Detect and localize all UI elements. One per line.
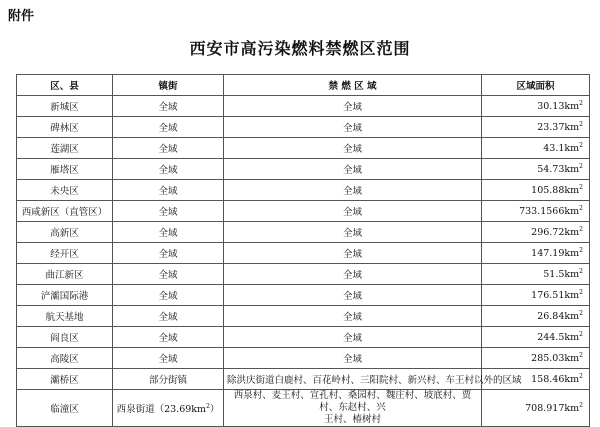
table-body (17, 96, 590, 427)
area-exp: 2 (579, 309, 583, 317)
cell-district: 高陵区 (17, 348, 113, 369)
cell-ban-area: 全域 (224, 117, 482, 138)
cell-town: 全域 (113, 327, 224, 348)
area-unit: km (564, 268, 580, 280)
cell-district: 经开区 (17, 243, 113, 264)
cell-town-exp: 2 (206, 402, 210, 410)
cell-town: 全域 (113, 159, 224, 180)
cell-town (113, 390, 224, 427)
cell-district: 新城区 (17, 96, 113, 117)
area-unit: km (564, 352, 580, 364)
cell-district: 灞桥区 (17, 369, 113, 390)
cell-town: 全域 (113, 348, 224, 369)
cell-area-size (482, 159, 590, 180)
cell-ban-area: 全域 (224, 264, 482, 285)
cell-ban-area (224, 390, 482, 427)
col-header-district: 区、县 (17, 75, 113, 96)
cell-district: 浐灞国际港 (17, 285, 113, 306)
cell-town: 全域 (113, 222, 224, 243)
table-row (17, 243, 590, 264)
cell-ban-area: 全域 (224, 243, 482, 264)
area-value: 733.1566 (519, 205, 565, 217)
table-row (17, 327, 590, 348)
cell-district: 临潼区 (17, 390, 113, 427)
cell-town: 全域 (113, 96, 224, 117)
cell-area-size (482, 390, 590, 427)
cell-area-size (482, 285, 590, 306)
document-title: 西安市高污染燃料禁燃区范围 (189, 39, 411, 58)
area-exp: 2 (579, 267, 583, 275)
cell-town: 全域 (113, 285, 224, 306)
cell-district: 西咸新区（直管区） (17, 201, 113, 222)
area-exp: 2 (579, 99, 583, 107)
cell-ban-area: 全域 (224, 138, 482, 159)
table-row (17, 180, 590, 201)
area-unit: km (564, 100, 580, 112)
area-value: 158.46 (531, 373, 565, 385)
cell-area-size (482, 264, 590, 285)
cell-ban-area-line1: 西泉村、麦王村、宣孔村、桑园村、魏庄村、坡底村、贾村、东赵村、兴 (233, 390, 472, 413)
area-value: 26.84 (537, 310, 565, 322)
area-exp: 2 (579, 401, 583, 409)
area-exp: 2 (579, 246, 583, 254)
cell-area-size (482, 306, 590, 327)
cell-ban-area: 全域 (224, 201, 482, 222)
cell-town-suffix: ） (209, 404, 220, 415)
cell-district: 曲江新区 (17, 264, 113, 285)
cell-ban-area: 全域 (224, 180, 482, 201)
area-value: 105.88 (531, 184, 565, 196)
col-header-town: 镇街 (113, 75, 224, 96)
cell-town: 全域 (113, 138, 224, 159)
table-row (17, 264, 590, 285)
table-row (17, 348, 590, 369)
cell-area-size (482, 117, 590, 138)
area-unit: km (564, 226, 580, 238)
area-unit: km (564, 205, 580, 217)
area-unit: km (564, 121, 580, 133)
table-row (17, 306, 590, 327)
cell-district: 未央区 (17, 180, 113, 201)
area-unit: km (564, 184, 580, 196)
cell-area-size (482, 138, 590, 159)
area-unit: km (564, 373, 580, 385)
table-row (17, 201, 590, 222)
ban-zone-table (16, 74, 590, 427)
area-value: 30.13 (537, 100, 565, 112)
area-exp: 2 (579, 351, 583, 359)
cell-district: 高新区 (17, 222, 113, 243)
cell-district: 雁塔区 (17, 159, 113, 180)
cell-ban-area: 全域 (224, 348, 482, 369)
cell-area-size (482, 243, 590, 264)
cell-district: 莲湖区 (17, 138, 113, 159)
table-row (17, 369, 590, 390)
cell-town-text: 西泉街道（23.69km (116, 404, 207, 415)
area-value: 244.5 (537, 331, 565, 343)
area-exp: 2 (579, 141, 583, 149)
area-value: 285.03 (531, 352, 565, 364)
area-exp: 2 (579, 288, 583, 296)
cell-ban-area: 全域 (224, 159, 482, 180)
area-value: 23.37 (537, 121, 565, 133)
area-exp: 2 (579, 162, 583, 170)
cell-area-size (482, 180, 590, 201)
table-row (17, 222, 590, 243)
cell-ban-area: 全域 (224, 96, 482, 117)
area-value: 176.51 (531, 289, 565, 301)
table-row (17, 117, 590, 138)
cell-district: 碑林区 (17, 117, 113, 138)
cell-area-size (482, 348, 590, 369)
area-unit: km (564, 402, 580, 414)
area-value: 43.1 (543, 142, 565, 154)
area-value: 147.19 (531, 247, 565, 259)
table-row (17, 390, 590, 427)
cell-town: 全域 (113, 264, 224, 285)
area-unit: km (564, 247, 580, 259)
cell-area-size (482, 327, 590, 348)
cell-town: 全域 (113, 306, 224, 327)
table-row (17, 285, 590, 306)
area-exp: 2 (579, 372, 583, 380)
area-unit: km (564, 331, 580, 343)
cell-area-size (482, 222, 590, 243)
cell-town: 全域 (113, 117, 224, 138)
attachment-label: 附件 (8, 9, 35, 24)
col-header-area-size: 区域面积 (482, 75, 590, 96)
cell-district: 阎良区 (17, 327, 113, 348)
area-exp: 2 (579, 204, 583, 212)
area-exp: 2 (579, 120, 583, 128)
cell-ban-area: 全域 (224, 306, 482, 327)
cell-district: 航天基地 (17, 306, 113, 327)
area-unit: km (564, 289, 580, 301)
area-unit: km (564, 142, 580, 154)
cell-area-size (482, 201, 590, 222)
area-exp: 2 (579, 330, 583, 338)
cell-town: 全域 (113, 180, 224, 201)
cell-town: 全域 (113, 201, 224, 222)
area-exp: 2 (579, 183, 583, 191)
table-header-row (17, 75, 590, 96)
area-value: 708.917 (525, 402, 565, 414)
cell-ban-area-line2: 王村、椿树村 (323, 414, 381, 425)
cell-ban-area: 全域 (224, 285, 482, 306)
table-row (17, 138, 590, 159)
cell-ban-area: 除洪庆街道白鹿村、百花岭村、三阳院村、新兴村、车王村以外的区域 (224, 369, 482, 390)
table-row (17, 159, 590, 180)
cell-town: 全域 (113, 243, 224, 264)
area-value: 54.73 (537, 163, 565, 175)
cell-town: 部分街镇 (113, 369, 224, 390)
area-value: 51.5 (543, 268, 565, 280)
cell-area-size (482, 96, 590, 117)
cell-ban-area: 全域 (224, 327, 482, 348)
col-header-ban-area: 禁 燃 区 域 (224, 75, 482, 96)
cell-ban-area: 全域 (224, 222, 482, 243)
table-row (17, 96, 590, 117)
area-unit: km (564, 310, 580, 322)
area-exp: 2 (579, 225, 583, 233)
area-value: 296.72 (531, 226, 565, 238)
area-unit: km (564, 163, 580, 175)
